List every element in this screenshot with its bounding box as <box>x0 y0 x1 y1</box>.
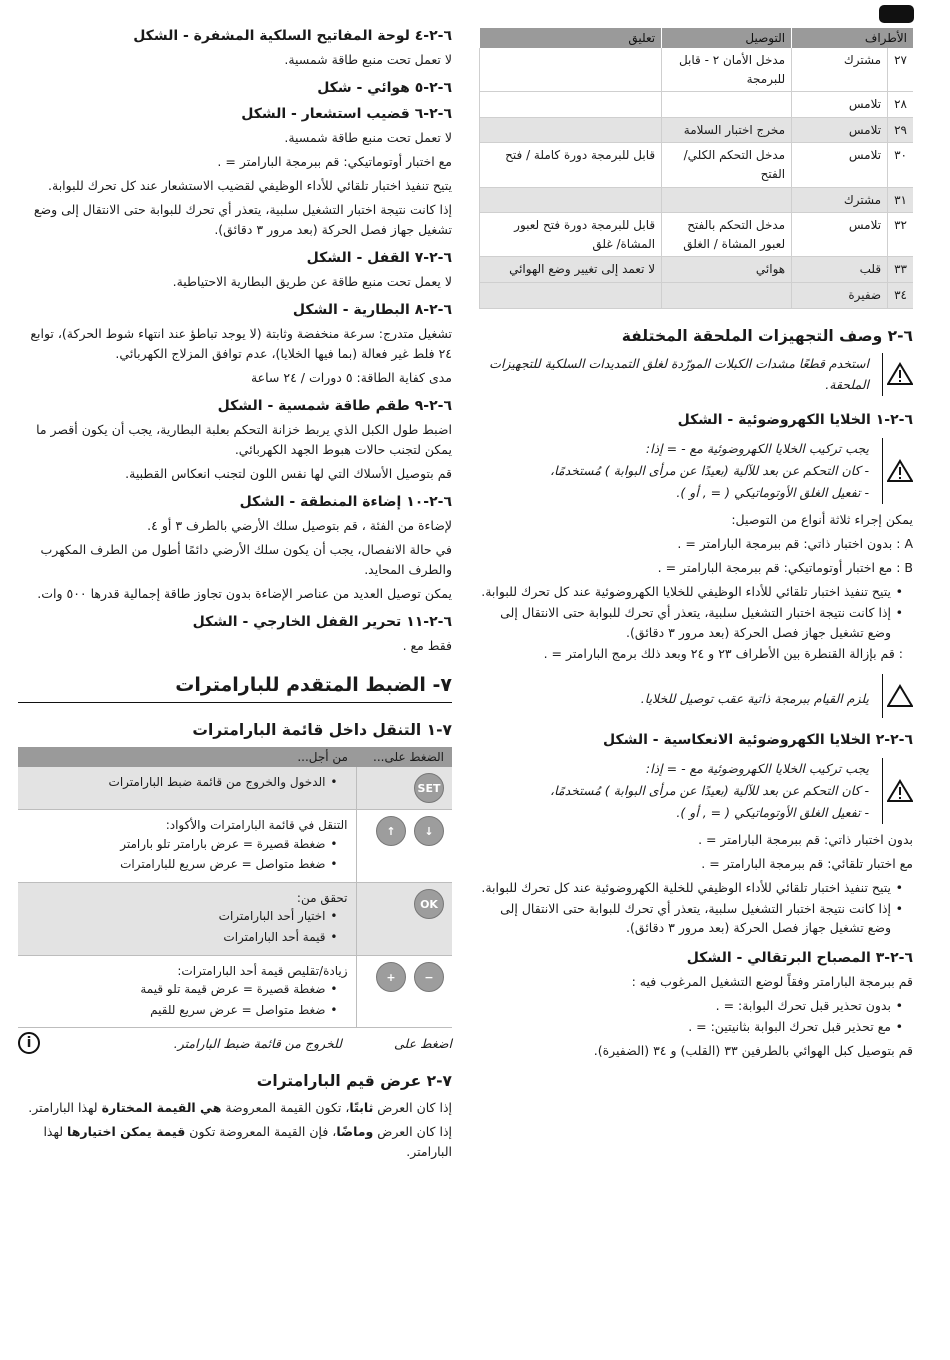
warning-icon <box>887 779 913 803</box>
paragraph: لا يعمل تحت منبع طاقة عن طريق البطارية الاحتياطية. <box>172 274 452 289</box>
section-title: ٦-٢-١ الخلايا الكهروضوئية - الشكل <box>677 412 913 429</box>
terminal-type: تلامس <box>792 117 888 143</box>
description-lead: زيادة/تقليص قيمة أحد البارامترات: <box>177 963 348 978</box>
paragraph: لا تعمل تحت منبع طاقة شمسية. <box>284 130 452 145</box>
keys-cell <box>356 810 452 883</box>
bullet-list <box>26 907 348 946</box>
comment-cell <box>480 117 662 143</box>
table-row <box>480 187 914 213</box>
list-item: • ضغطة قصيرة = عرض بارامتر تلو بارامتر <box>26 835 338 854</box>
th-comment: تعليق <box>480 28 662 48</box>
paragraph: بدون اختبار ذاتي: قم ببرمجة البارامتر = . <box>698 831 913 847</box>
navigation-table <box>18 747 452 1028</box>
list-item: • ضغطة قصيرة = عرض قيمة تلو قيمة <box>26 980 338 999</box>
connections-table <box>479 28 913 309</box>
warning-line: - تفعيل الغلق الأوتوماتيكي ( = , أو ). <box>676 485 869 501</box>
section-title: ٦-٢-١٠ إضاءة المنطقة - الشكل <box>239 494 452 510</box>
right-column <box>479 28 913 1065</box>
paragraph-blinking: إذا كان العرض وماضًا، فإن القيمة المعروضة تكون قيمة يمكن اختيارها لهذا البارامتر. <box>43 1124 452 1160</box>
key-button[interactable]: + <box>376 962 406 992</box>
terminal-type: قلب <box>792 257 888 283</box>
paragraph: يمكن إجراء ثلاثة أنواع من التوصيل: <box>731 511 913 527</box>
list-item: • يتيح تنفيذ اختبار تلقائي للأداء الوظيفي للخلايا الكهروضوئية عند كل تحرك للبوابة. <box>479 582 903 601</box>
left-column <box>18 28 452 1166</box>
comment-cell <box>480 48 662 92</box>
warning-line: - تفعيل الغلق الأوتوماتيكي ( = , أو ). <box>676 804 869 820</box>
terminal-number: ٢٩ <box>888 117 913 143</box>
section-title: ٦-٢-٥ هوائي - شكل <box>317 80 452 96</box>
section-title: ٦-٢-٦ قضيب استشعار - الشكل <box>241 106 452 122</box>
table-row <box>480 117 914 143</box>
keys-cell <box>356 882 452 955</box>
table-row <box>18 882 452 955</box>
section-title: ٦-٢-٨ البطارية - الشكل <box>292 302 452 318</box>
section-title: ٦-٢-٤ لوحة المفاتيح السلكية المشفرة - الشكل <box>133 28 452 44</box>
paragraph: مع اختبار أوتوماتيكي: قم ببرمجة البارامتر = . <box>217 154 452 169</box>
warning-block <box>479 353 913 397</box>
table-row <box>18 810 452 883</box>
terminal-number: ٣٤ <box>888 282 913 308</box>
chapter-title: ٧- الضبط المتقدم للبارامترات <box>18 674 452 703</box>
exit-note <box>18 1032 452 1058</box>
warning-icon <box>887 362 913 386</box>
th-terminals: الأطراف <box>792 28 913 48</box>
key-button[interactable]: ↑ <box>376 816 406 846</box>
connection-cell: هوائي <box>662 257 792 283</box>
description-cell <box>18 767 356 810</box>
warning-line: يجب تركيب الخلايا الكهروضوئية مع - = إذا: <box>645 761 869 777</box>
paragraph: B : مع اختبار أوتوماتيكي: قم ببرمجة البارامتر = . <box>657 559 913 575</box>
paragraph: لا تعمل تحت منبع طاقة شمسية. <box>284 52 452 67</box>
terminal-type: مشترك <box>792 187 888 213</box>
th-purpose: من أجل... <box>18 747 356 767</box>
warning-line: يجب تركيب الخلايا الكهروضوئية مع - = إذا: <box>645 441 869 457</box>
terminal-type: تلامس <box>792 213 888 257</box>
table-row <box>480 213 914 257</box>
note-block <box>479 674 913 718</box>
list-item: • مع تحذير قبل تحرك البوابة بثانيتين: = . <box>479 1017 903 1036</box>
navigation-table-body <box>18 767 452 1028</box>
section-title: ٦-٢ وصف التجهيزات الملحقة المختلفة <box>621 326 913 345</box>
connection-cell: مدخل التحكم الكلي/ الفتح <box>662 143 792 187</box>
warning-block <box>479 438 913 504</box>
table-row <box>480 143 914 187</box>
list-item: • ضغط متواصل = عرض سريع للبارامترات <box>26 855 338 874</box>
th-connection: التوصيل <box>662 28 792 48</box>
list-item: • يتيح تنفيذ اختبار تلقائي للأداء الوظيفي للخلية الكهروضوئية عند كل تحرك للبوابة. <box>479 878 903 897</box>
list-item: • اختيار أحد البارامترات <box>26 907 338 926</box>
connection-cell: مدخل الأمان ٢ - قابل للبرمجة <box>662 48 792 92</box>
connections-table-body <box>480 48 914 308</box>
connection-cell: مدخل التحكم بالفتح لعبور المشاة / الغلق <box>662 213 792 257</box>
connection-cell: مخرج اختبار السلامة <box>662 117 792 143</box>
list-item: • إذا كانت نتيجة اختبار التشغيل سلبية، يتعذر أي تحرك للبوابة حتى الانتقال إلى وضع تشغيل جهاز فصل الحركة (بعد مرور ٣ دقائق). <box>479 899 903 938</box>
terminal-type: تلامس <box>792 92 888 118</box>
paragraph: تشغيل متدرج: سرعة منخفضة وثابتة (لا يوجد تباطؤ عند انتهاء شوط الحركة)، توابع ٢٤ فلط غير فعالة (بما فيها الخلايا)، عدم توافق المزلاج الكهربائي. <box>30 326 452 361</box>
comment-cell <box>480 282 662 308</box>
paragraph: : قم بإزالة القنطرة بين الأطراف ٢٣ و ٢٤ وبعد ذلك برمج البارامتر = . <box>543 646 903 662</box>
description-lead: تحقق من: <box>296 890 348 905</box>
bullet-list <box>479 878 913 938</box>
paragraph: مدى كفاية الطاقة: ٥ دورات / ٢٤ ساعة <box>250 370 452 385</box>
table-row <box>480 48 914 92</box>
comment-cell: لا تعمد إلى تغيير وضع الهوائي <box>480 257 662 283</box>
paragraph: مع اختبار تلقائي: قم ببرمجة البارامتر = . <box>701 855 913 871</box>
terminal-number: ٣٠ <box>888 143 913 187</box>
paragraph-steady: إذا كان العرض ثابتًا، تكون القيمة المعروضة هي القيمة المختارة لهذا البارامتر. <box>28 1100 452 1116</box>
list-item: • إذا كانت نتيجة اختبار التشغيل سلبية، يتعذر أي تحرك للبوابة حتى الانتقال إلى وضع تشغيل جهاز فصل الحركة (بعد مرور ٣ دقائق). <box>479 603 903 642</box>
paragraph: لإضاءة من الفئة ، قم بتوصيل سلك الأرضي بالطرف ٣ أو ٤. <box>147 518 452 533</box>
note-text: يلزم القيام ببرمجة ذاتية عقب توصيل للخلايا. <box>640 691 869 707</box>
terminal-number: ٣١ <box>888 187 913 213</box>
key-button[interactable]: OK <box>414 889 444 919</box>
description-cell <box>18 882 356 955</box>
connection-cell <box>662 92 792 118</box>
keys-cell <box>356 767 452 810</box>
bullet-list <box>479 996 913 1037</box>
paragraph: في حالة الانفصال، يجب أن يكون سلك الأرضي دائمًا أطول من الطرف المكهرب والطرف المحايد. <box>40 542 452 577</box>
comment-cell: قابل للبرمجة دورة فتح لعبور المشاة/ غلق <box>480 213 662 257</box>
th-press: الضغط على... <box>356 747 452 767</box>
warning-line: - كان التحكم عن بعد للآلية (بعيدًا عن مرأى البوابة ) مُستخدمًا، <box>550 463 869 479</box>
bullet-list <box>26 835 348 874</box>
key-button[interactable]: SET <box>414 773 444 803</box>
key-button[interactable]: − <box>414 962 444 992</box>
paragraph: اضبط طول الكبل الذي يربط خزانة التحكم بعلبة البطارية، يجب أن يكون أقصر ما يمكن لتجنب حالات هبوط الجهد الكهربائي. <box>36 422 452 457</box>
bullet-list <box>479 582 913 642</box>
info-icon: i <box>18 1032 40 1054</box>
warning-icon <box>887 459 913 483</box>
terminal-type: تلامس <box>792 143 888 187</box>
table-row <box>18 955 452 1028</box>
table-row <box>480 92 914 118</box>
connection-cell <box>662 187 792 213</box>
terminal-number: ٣٢ <box>888 213 913 257</box>
warning-block <box>479 758 913 824</box>
list-item: • الدخول والخروج من قائمة ضبط البارامترات <box>26 773 338 792</box>
table-row <box>18 767 452 810</box>
comment-cell <box>480 187 662 213</box>
connection-cell <box>662 282 792 308</box>
table-row <box>480 257 914 283</box>
key-button[interactable]: ↓ <box>414 816 444 846</box>
paragraph: يمكن توصيل العديد من عناصر الإضاءة بدون تجاوز طاقة إجمالية قدرها ٥٠٠ وات. <box>37 586 452 601</box>
terminal-type: مشترك <box>792 48 888 92</box>
terminal-number: ٢٧ <box>888 48 913 92</box>
note-press-label: اضغط على <box>394 1036 452 1052</box>
warning-line: - كان التحكم عن بعد للآلية (بعيدًا عن مرأى البوابة ) مُستخدمًا، <box>550 782 869 798</box>
paragraph: قم ببرمجة البارامتر وفقاً لوضع التشغيل المرغوب فيه : <box>631 973 913 989</box>
keys-cell <box>356 955 452 1028</box>
section-title: ٦-٢-٢ الخلايا الكهروضوئية الانعكاسية - الشكل <box>602 732 913 749</box>
paragraph: فقط مع . <box>402 638 452 653</box>
terminal-number: ٢٨ <box>888 92 913 118</box>
terminal-type: ضفيرة <box>792 282 888 308</box>
caution-icon <box>887 684 913 708</box>
description-lead: التنقل في قائمة البارامترات والأكواد: <box>165 818 348 832</box>
paragraph: إذا كانت نتيجة اختبار التشغيل سلبية، يتعذر أي تحرك للبوابة حتى الانتقال إلى وضع تشغيل جهاز فصل الحركة (بعد مرور ٣ دقائق). <box>33 202 452 237</box>
warning-text: استخدم قطعًا مشدات الكبلات المورّدة لغلق التمديدات السلكية للتجهيزات الملحقة. <box>489 355 869 393</box>
bullet-list <box>26 773 348 792</box>
note-exit-text: للخروج من قائمة ضبط البارامتر. <box>173 1036 342 1052</box>
section-title: ٦-٢-١١ تحرير القفل الخارجي - الشكل <box>192 614 452 630</box>
list-item: • ضغط متواصل = عرض سريع للقيم <box>26 1001 338 1020</box>
description-cell <box>18 955 356 1028</box>
comment-cell <box>480 92 662 118</box>
paragraph: A : بدون اختبار ذاتي: قم ببرمجة البارامتر = . <box>677 535 913 551</box>
section-title: ٦-٢-٩ طقم طاقة شمسية - الشكل <box>217 398 452 414</box>
section-title: ٧-٢ عرض قيم البارامترات <box>256 1072 452 1091</box>
page-number-badge <box>879 5 914 23</box>
terminal-number: ٣٣ <box>888 257 913 283</box>
comment-cell: قابل للبرمجة دورة كاملة / فتح <box>480 143 662 187</box>
description-cell <box>18 810 356 883</box>
table-row <box>480 282 914 308</box>
section-title: ٦-٢-٧ القفل - الشكل <box>306 250 452 266</box>
section-title: ٧-١ التنقل داخل قائمة البارامترات <box>192 721 452 739</box>
paragraph: قم بتوصيل الأسلاك التي لها نفس اللون لتجنب انعكاس القطبية. <box>125 466 452 481</box>
paragraph: قم بتوصيل كبل الهوائي بالطرفين ٣٣ (القلب) و ٣٤ (الضفيرة). <box>593 1042 913 1058</box>
section-title: ٦-٢-٣ المصباح البرتقالي - الشكل <box>686 949 913 966</box>
list-item: • بدون تحذير قبل تحرك البوابة: = . <box>479 996 903 1015</box>
bullet-list <box>26 980 348 1019</box>
paragraph: يتيح تنفيذ اختبار تلقائي للأداء الوظيفي لقضيب الاستشعار عند كل تحرك للبوابة. <box>48 178 452 193</box>
list-item: • قيمة أحد البارامترات <box>26 928 338 947</box>
